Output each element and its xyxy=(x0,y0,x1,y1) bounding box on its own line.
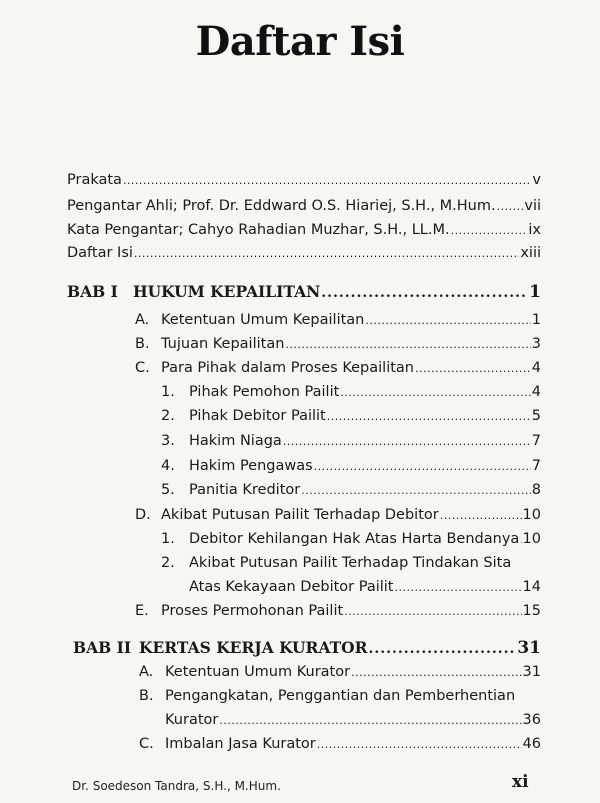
chapter-code: BAB II xyxy=(73,638,132,657)
toc-section-2a[interactable] xyxy=(139,664,541,680)
section-page: 10 xyxy=(522,507,541,523)
toc-section-1e[interactable] xyxy=(135,603,541,619)
section-label: Imbalan Jasa Kurator xyxy=(165,736,316,752)
leader-dots xyxy=(314,458,531,474)
item-label: Pihak Debitor Pailit xyxy=(189,408,326,424)
toc-item-1c4[interactable] xyxy=(161,458,541,474)
toc-section-1d[interactable] xyxy=(135,507,541,523)
section-label: Ketentuan Umum Kepailitan xyxy=(161,312,365,328)
section-marker: A. xyxy=(139,664,154,680)
section-page: 15 xyxy=(522,603,541,619)
section-page: 31 xyxy=(522,664,541,680)
toc-entry-page: ix xyxy=(528,222,541,238)
leader-dots xyxy=(285,336,530,352)
section-label: Ketentuan Umum Kurator xyxy=(165,664,351,680)
toc-section-1a[interactable] xyxy=(135,312,541,328)
section-label: Akibat Putusan Pailit Terhadap Debitor xyxy=(161,507,439,523)
toc-entry-daftar-isi[interactable] xyxy=(67,245,541,261)
toc-section-1b[interactable] xyxy=(135,336,541,352)
toc-entry-page: vii xyxy=(524,198,541,214)
leader-dots xyxy=(301,482,531,498)
toc-entry-label: Pengantar Ahli; Prof. Dr. Eddward O.S. Hiariej, S.H., M.Hum. xyxy=(67,198,496,214)
leader-dots xyxy=(440,507,522,523)
section-marker: B. xyxy=(135,336,150,352)
section-label: Tujuan Kepailitan xyxy=(161,336,285,352)
toc-section-2b-line2[interactable] xyxy=(165,712,541,728)
item-page: 7 xyxy=(531,458,541,474)
item-marker: 1. xyxy=(161,384,175,400)
section-marker: D. xyxy=(135,507,151,523)
chapter-code: BAB I xyxy=(67,282,118,301)
section-label: Para Pihak dalam Proses Kepailitan xyxy=(161,360,414,376)
toc-entry-label: Prakata xyxy=(67,172,122,188)
item-label: Debitor Kehilangan Hak Atas Harta Bendanya xyxy=(189,531,520,547)
section-label: Pengangkatan, Penggantian dan Pemberhentian xyxy=(165,688,516,704)
page-number: xi xyxy=(512,772,529,792)
item-label-continuation: Atas Kekayaan Debitor Pailit xyxy=(189,579,394,595)
toc-entry-prakata[interactable] xyxy=(67,172,541,188)
chapter-page: 31 xyxy=(517,638,541,658)
toc-section-2b-line1[interactable] xyxy=(139,688,515,704)
leader-dots xyxy=(219,712,521,728)
toc-item-1c3[interactable] xyxy=(161,433,541,449)
section-page: 4 xyxy=(531,360,541,376)
section-marker: A. xyxy=(135,312,150,328)
toc-item-1c1[interactable] xyxy=(161,384,541,400)
toc-entry-kata-pengantar[interactable] xyxy=(67,222,541,238)
item-label: Pihak Pemohon Pailit xyxy=(189,384,340,400)
toc-item-1d2-line1[interactable] xyxy=(161,555,511,571)
leader-dots xyxy=(369,638,517,657)
item-label: Hakim Pengawas xyxy=(189,458,313,474)
leader-dots xyxy=(327,408,531,424)
chapter-title: KERTAS KERJA KURATOR xyxy=(139,638,368,657)
section-label: Proses Permohonan Pailit xyxy=(161,603,344,619)
item-page: 14 xyxy=(522,579,541,595)
leader-dots xyxy=(283,433,531,449)
toc-item-1c2[interactable] xyxy=(161,408,541,424)
leader-dots xyxy=(394,579,521,595)
toc-item-1d1[interactable] xyxy=(161,531,541,547)
item-page: 4 xyxy=(531,384,541,400)
section-page: 1 xyxy=(531,312,541,328)
item-marker: 5. xyxy=(161,482,175,498)
section-marker: C. xyxy=(135,360,150,376)
footer-author: Dr. Soedeson Tandra, S.H., M.Hum. xyxy=(72,779,281,793)
item-marker: 2. xyxy=(161,408,175,424)
item-marker: 3. xyxy=(161,433,175,449)
section-marker: B. xyxy=(139,688,154,704)
leader-dots xyxy=(321,282,528,301)
leader-dots xyxy=(134,245,519,261)
leader-dots xyxy=(365,312,530,328)
item-page: 10 xyxy=(522,531,541,547)
item-marker: 4. xyxy=(161,458,175,474)
toc-item-1d2-line2[interactable] xyxy=(189,579,541,595)
item-label: Hakim Niaga xyxy=(189,433,282,449)
toc-entry-pengantar-ahli[interactable] xyxy=(67,198,541,214)
leader-dots xyxy=(451,222,528,238)
item-marker: 1. xyxy=(161,531,175,547)
toc-section-2c[interactable] xyxy=(139,736,541,752)
section-marker: E. xyxy=(135,603,149,619)
section-page: 3 xyxy=(531,336,541,352)
chapter-title: HUKUM KEPAILITAN xyxy=(133,282,321,301)
chapter-heading-bab-2[interactable] xyxy=(73,638,541,658)
leader-dots xyxy=(344,603,521,619)
item-marker: 2. xyxy=(161,555,175,571)
leader-dots xyxy=(123,172,531,188)
chapter-page: 1 xyxy=(529,282,541,302)
section-page: 36 xyxy=(522,712,541,728)
section-label-continuation: Kurator xyxy=(165,712,219,728)
leader-dots xyxy=(415,360,531,376)
leader-dots xyxy=(340,384,530,400)
chapter-heading-bab-1[interactable] xyxy=(67,282,541,302)
leader-dots xyxy=(497,198,524,214)
page-title: Daftar Isi xyxy=(195,18,405,65)
toc-entry-page: xiii xyxy=(520,245,541,261)
item-page: 5 xyxy=(531,408,541,424)
item-label: Akibat Putusan Pailit Terhadap Tindakan Sita xyxy=(189,555,512,571)
item-label: Panitia Kreditor xyxy=(189,482,301,498)
toc-entry-label: Kata Pengantar; Cahyo Rahadian Muzhar, S.H., LL.M. xyxy=(67,222,450,238)
section-marker: C. xyxy=(139,736,154,752)
toc-entry-page: v xyxy=(532,172,541,188)
toc-entry-label: Daftar Isi xyxy=(67,245,133,261)
section-page: 46 xyxy=(522,736,541,752)
leader-dots xyxy=(317,736,522,752)
leader-dots xyxy=(520,531,521,547)
item-page: 8 xyxy=(531,482,541,498)
item-page: 7 xyxy=(531,433,541,449)
toc-item-1c5[interactable] xyxy=(161,482,541,498)
toc-section-1c[interactable] xyxy=(135,360,541,376)
leader-dots xyxy=(351,664,521,680)
